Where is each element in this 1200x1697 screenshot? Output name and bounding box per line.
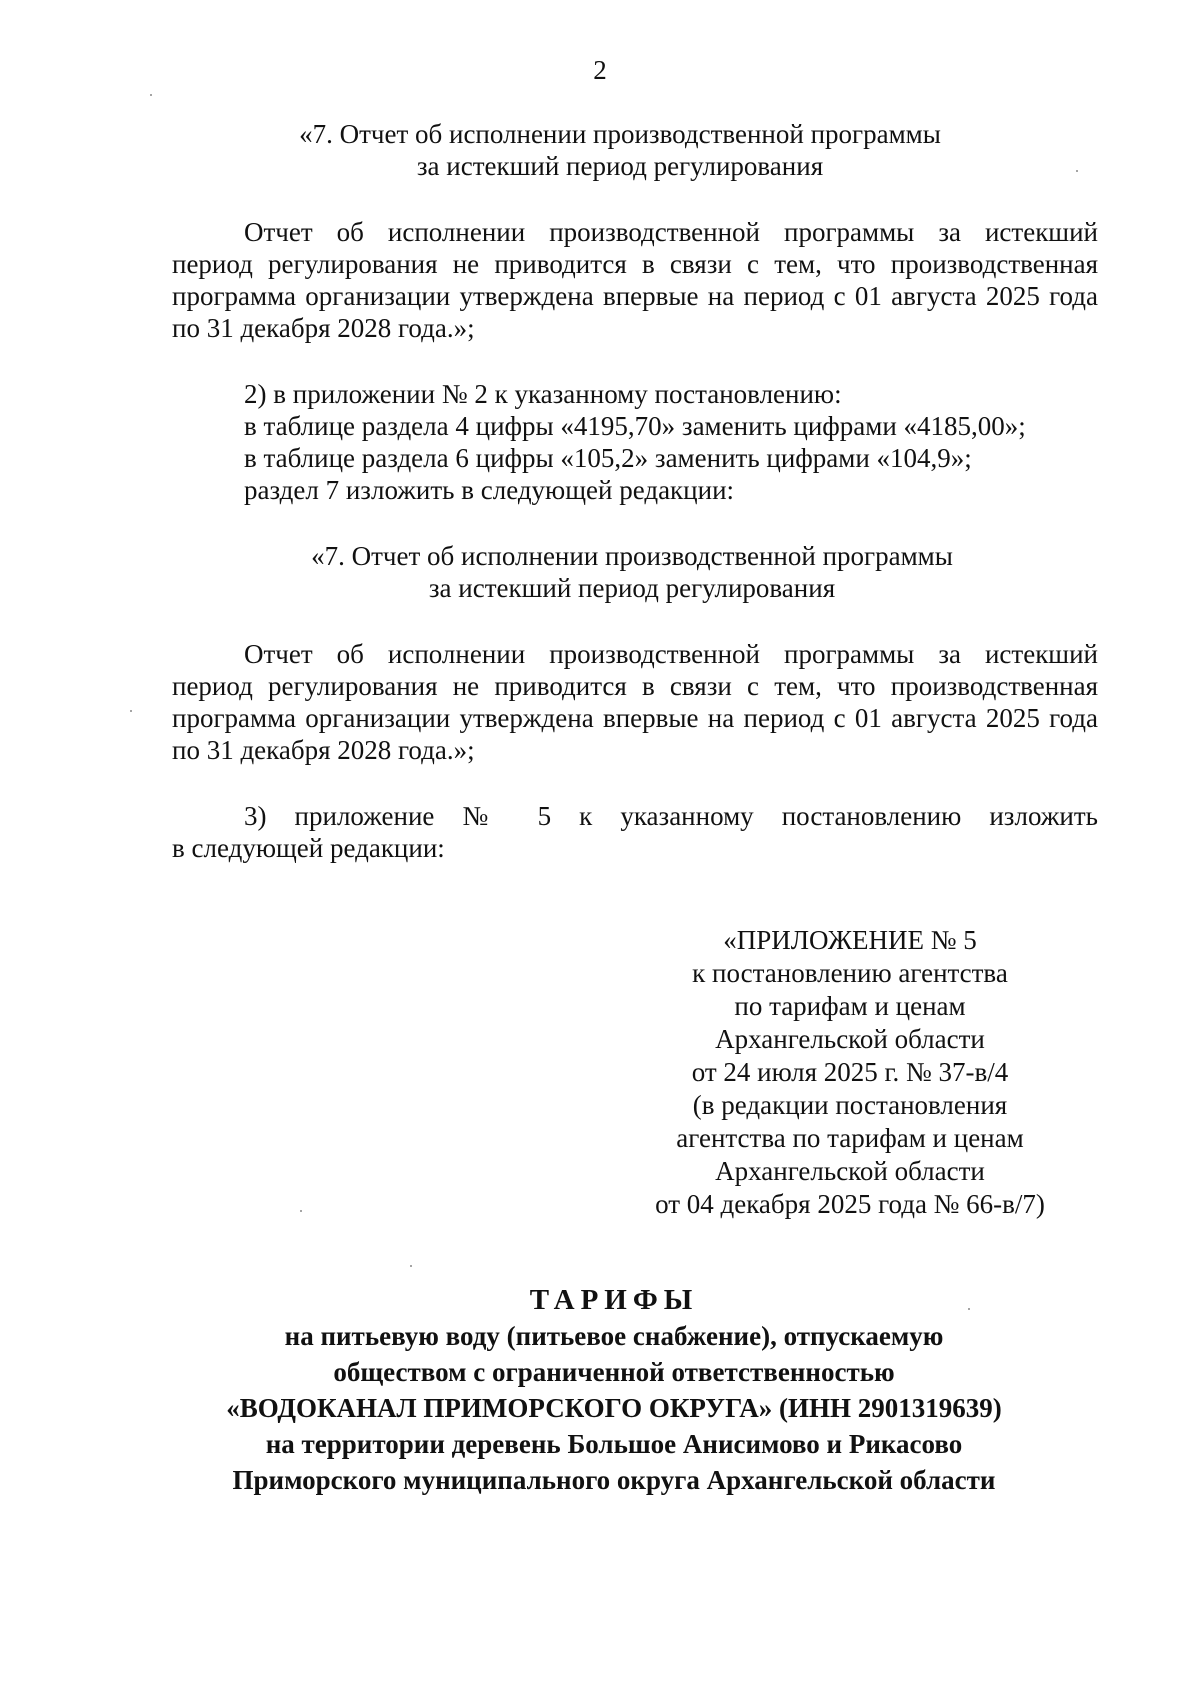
- item2-line3: в таблице раздела 6 цифры «105,2» заменить цифрами «104,9»;: [244, 443, 972, 473]
- section7-second-paragraph-line4: по 31 декабря 2028 года.»;: [172, 735, 475, 765]
- section7-second-heading-line2: за истекший период регулирования: [428, 573, 836, 603]
- scan-speck: [1076, 170, 1078, 172]
- appendix-line: Архангельской области: [715, 1156, 985, 1186]
- tariffs-title-line: Приморского муниципального округа Архангельской области: [232, 1465, 996, 1495]
- scan-speck: [300, 1210, 302, 1212]
- item2-line4: раздел 7 изложить в следующей редакции:: [244, 475, 735, 505]
- scan-speck: [410, 1265, 412, 1267]
- tariffs-title-line: «ВОДОКАНАЛ ПРИМОРСКОГО ОКРУГА» (ИНН 2901319639): [226, 1393, 1002, 1423]
- section7-paragraph-line3: программа организации утверждена впервые на период с 01 августа 2025 года: [172, 281, 1098, 311]
- appendix-line: к постановлению агентства: [692, 958, 1008, 988]
- section7-paragraph-line1: Отчет об исполнении производственной программы за истекший: [244, 217, 1098, 247]
- section7-second-paragraph-line3: программа организации утверждена впервые на период с 01 августа 2025 года: [172, 703, 1098, 733]
- scan-speck: [130, 710, 132, 712]
- section7-paragraph-line4: по 31 декабря 2028 года.»;: [172, 313, 475, 343]
- section7-heading-line2: за истекший период регулирования: [416, 151, 824, 181]
- appendix-line: от 04 декабря 2025 года № 66-в/7): [655, 1189, 1045, 1219]
- tariffs-title-line: на питьевую воду (питьевое снабжение), отпускаемую: [284, 1321, 944, 1351]
- section7-second-heading-line1: «7. Отчет об исполнении производственной программы: [311, 541, 953, 571]
- tariffs-title-line: обществом с ограниченной ответственностью: [333, 1357, 895, 1387]
- appendix-line: «ПРИЛОЖЕНИЕ № 5: [723, 925, 977, 955]
- appendix-line: агентства по тарифам и ценам: [676, 1123, 1024, 1153]
- tariffs-heading: ТАРИФЫ: [529, 1284, 699, 1316]
- appendix-line: по тарифам и ценам: [734, 991, 966, 1021]
- item2-line2: в таблице раздела 4 цифры «4195,70» заменить цифрами «4185,00»;: [244, 411, 1026, 441]
- section7-paragraph-line2: период регулирования не приводится в связи с тем, что производственная: [172, 249, 1098, 279]
- section7-second-paragraph-line2: период регулирования не приводится в связи с тем, что производственная: [172, 671, 1098, 701]
- appendix-header: [640, 924, 1060, 1221]
- item3-line1: 3) приложение № 5 к указанному постановлению изложить: [244, 801, 1098, 831]
- appendix-line: Архангельской области: [715, 1024, 985, 1054]
- scan-speck: [968, 1308, 970, 1310]
- tariffs-title-line: на территории деревень Большое Анисимово и Рикасово: [265, 1429, 963, 1459]
- item2-line1: 2) в приложении № 2 к указанному постановлению:: [244, 379, 842, 409]
- scan-speck: [150, 94, 152, 96]
- tariffs-title-block: [14, 1282, 1200, 1498]
- page-number: 2: [593, 55, 607, 85]
- item3-line2: в следующей редакции:: [172, 833, 445, 863]
- appendix-line: (в редакции постановления: [692, 1090, 1008, 1120]
- section7-heading-line1: «7. Отчет об исполнении производственной программы: [299, 119, 941, 149]
- appendix-line: от 24 июля 2025 г. № 37-в/4: [691, 1057, 1009, 1087]
- section7-second-paragraph-line1: Отчет об исполнении производственной программы за истекший: [244, 639, 1098, 669]
